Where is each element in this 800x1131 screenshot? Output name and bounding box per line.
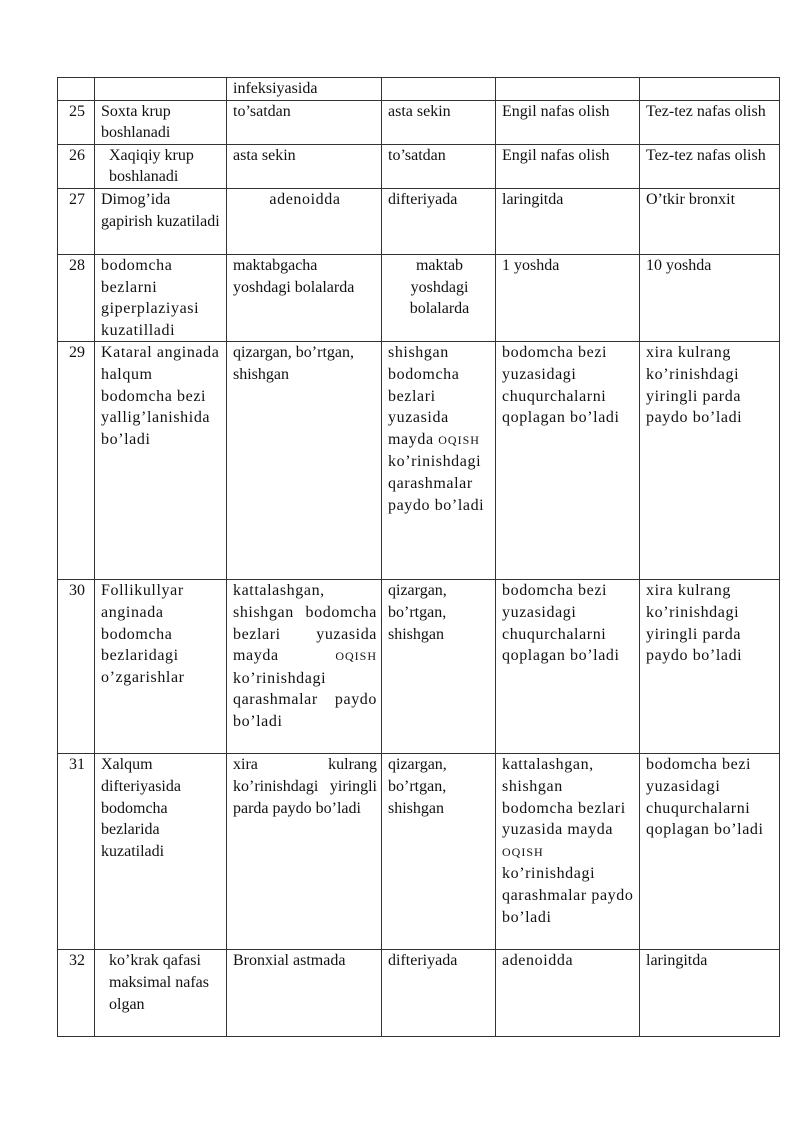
option-c	[496, 78, 640, 101]
question-text: bodomcha bezlarni giperplaziyasi kuzatilladi	[95, 254, 227, 341]
option-b: to’satdan	[382, 144, 496, 188]
option-b: maktab yoshdagi bolalarda	[382, 254, 496, 341]
question-text	[95, 78, 227, 101]
table-row	[58, 188, 780, 254]
question-text: Xaqiqiy krup boshlanadi	[95, 144, 227, 188]
option-b: asta sekin	[382, 100, 496, 144]
option-c: bodomcha bezi yuzasidagi chuqurchalarni qoplagan bo’ladi	[496, 580, 640, 754]
option-b-emphasis: OQISH	[438, 432, 480, 447]
question-text: Xalqum difteriyasida bodomcha bezlarida kuzatiladi	[95, 754, 227, 950]
table-row	[58, 754, 780, 950]
table-row	[58, 342, 780, 580]
option-c: Engil nafas olish	[496, 144, 640, 188]
option-b	[382, 342, 496, 580]
option-d: Tez-tez nafas olish	[640, 100, 780, 144]
option-b: qizargan, bo’rtgan, shishgan	[382, 580, 496, 754]
question-text: ko’krak qafasi maksimal nafas olgan	[95, 950, 227, 1037]
table-row	[58, 254, 780, 341]
option-d: Tez-tez nafas olish	[640, 144, 780, 188]
question-number: 27	[58, 188, 95, 254]
option-a	[227, 580, 382, 754]
table-row	[58, 100, 780, 144]
option-b: difteriyada	[382, 950, 496, 1037]
option-c-text-end: ko’rinishdagi qarashmalar paydo bo’ladi	[502, 865, 634, 926]
question-number: 31	[58, 754, 95, 950]
option-a: Bronxial astmada	[227, 950, 382, 1037]
option-b-text-end: ko’rinishdagi qarashmalar paydo bo’ladi	[388, 453, 485, 514]
question-text: Soxta krup boshlanadi	[95, 100, 227, 144]
option-c: adenoidda	[496, 950, 640, 1037]
option-c: Engil nafas olish	[496, 100, 640, 144]
option-a: qizargan, bo’rtgan, shishgan	[227, 342, 382, 580]
question-number: 32	[58, 950, 95, 1037]
option-b-text: shishgan bodomcha bezlari yuzasida mayda	[388, 344, 460, 448]
question-number: 29	[58, 342, 95, 580]
question-text: Dimog’ida gapirish kuzatiladi	[95, 188, 227, 254]
option-a-text: kattalashgan, shishgan bodomcha bezlari yuzasida mayda	[233, 582, 377, 665]
option-b	[382, 78, 496, 101]
option-c: laringitda	[496, 188, 640, 254]
option-c-emphasis: OQISH	[502, 844, 544, 859]
option-a: infeksiyasida	[227, 78, 382, 101]
option-a-text-end: ko’rinishdagi qarashmalar paydo bo’ladi	[233, 669, 377, 730]
quiz-table	[57, 77, 780, 1037]
question-number: 30	[58, 580, 95, 754]
option-a: asta sekin	[227, 144, 382, 188]
question-number: 28	[58, 254, 95, 341]
table-row	[58, 580, 780, 754]
question-text: Kataral anginada halqum bodomcha bezi yallig’lanishida bo’ladi	[95, 342, 227, 580]
option-d: xira kulrang ko’rinishdagi yiringli parda paydo bo’ladi	[640, 580, 780, 754]
option-a: to’satdan	[227, 100, 382, 144]
option-a: xira kulrang ko’rinishdagi yiringli parda paydo bo’ladi	[227, 754, 382, 950]
option-d: laringitda	[640, 950, 780, 1037]
option-d: O’tkir bronxit	[640, 188, 780, 254]
option-b: difteriyada	[382, 188, 496, 254]
option-d: 10 yoshda	[640, 254, 780, 341]
table-row	[58, 78, 780, 101]
question-text: Follikullyar anginada bodomcha bezlaridagi o’zgarishlar	[95, 580, 227, 754]
option-b: qizargan, bo’rtgan, shishgan	[382, 754, 496, 950]
option-a: adenoidda	[227, 188, 382, 254]
option-d: bodomcha bezi yuzasidagi chuqurchalarni qoplagan bo’ladi	[640, 754, 780, 950]
option-a: maktabgacha yoshdagi bolalarda	[227, 254, 382, 341]
question-number: 25	[58, 100, 95, 144]
option-d: xira kulrang ko’rinishdagi yiringli parda paydo bo’ladi	[640, 342, 780, 580]
question-number	[58, 78, 95, 101]
table-row	[58, 950, 780, 1037]
option-d	[640, 78, 780, 101]
option-c: bodomcha bezi yuzasidagi chuqurchalarni qoplagan bo’ladi	[496, 342, 640, 580]
question-number: 26	[58, 144, 95, 188]
option-c: 1 yoshda	[496, 254, 640, 341]
option-a-emphasis: OQISH	[335, 649, 377, 664]
table-row	[58, 144, 780, 188]
option-c-text: kattalashgan, shishgan bodomcha bezlari yuzasida mayda	[502, 756, 626, 839]
option-c	[496, 754, 640, 950]
